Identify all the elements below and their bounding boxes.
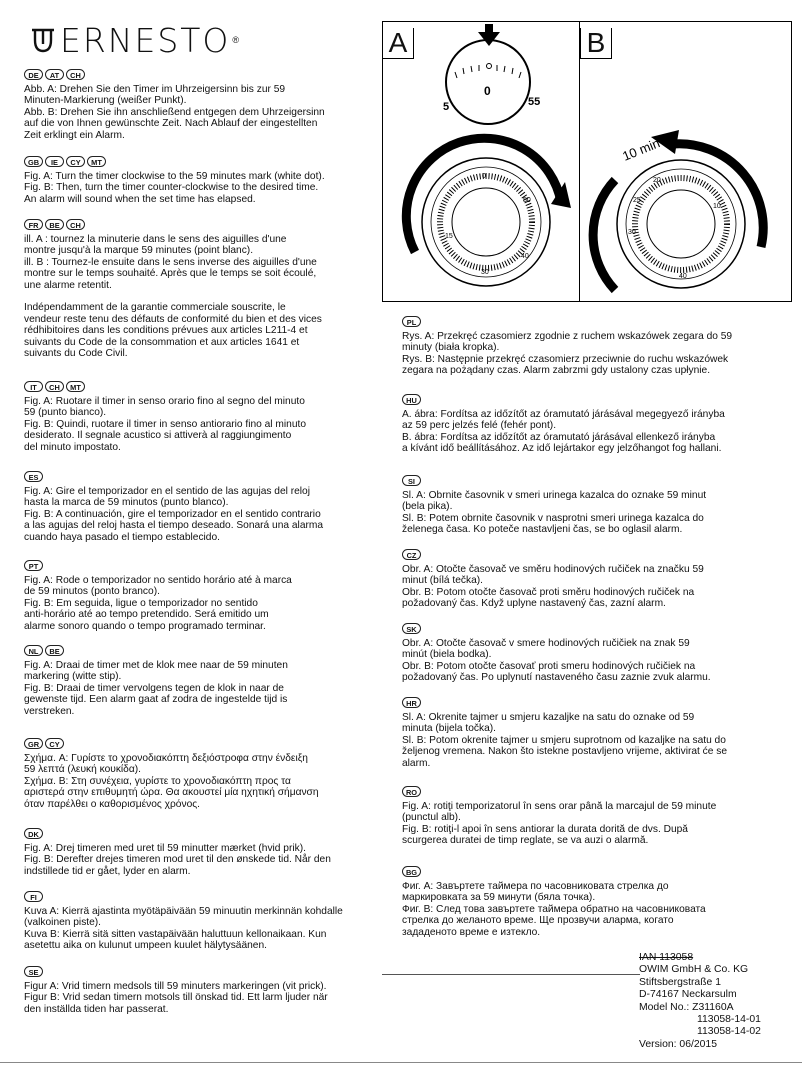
svg-text:25: 25 <box>633 197 641 204</box>
country-badge: MT <box>87 156 106 167</box>
country-badge: CY <box>45 738 64 749</box>
country-badge: GR <box>24 738 43 749</box>
section-it <box>24 381 374 453</box>
section-gb <box>24 156 374 205</box>
svg-text:55: 55 <box>528 96 541 108</box>
instruction-text: Fig. A: Ruotare il timer in senso orario fino al segno del minuto 59 (punto bianco). Fig. B: Quindi, ruotare il timer in senso antiorario fino al minuto desiderato. Il segnale acustico si attiverà al raggiungimento del minuto impostato. <box>24 396 306 453</box>
country-badge: FR <box>24 219 43 230</box>
section-sk <box>402 623 782 684</box>
section-dk <box>24 828 374 877</box>
street-address: Stiftsbergstraße 1 <box>639 976 722 988</box>
section-si <box>402 475 782 536</box>
section-cz <box>402 549 782 610</box>
country-badge: ES <box>24 471 43 482</box>
svg-text:50: 50 <box>523 197 531 204</box>
instruction-text: Fig. A: Gire el temporizador en el sentido de las agujas del reloj hasta la marca de 59 minutos (punto blanco). Fig. B: A continuación, gire el temporizador en el sentido contrario a las agujas del reloj hasta el tiempo deseado. Sonará una alarma cuando haya pasado el tiempo establecido. <box>24 486 324 543</box>
ernesto-logo-icon <box>30 26 56 54</box>
instruction-text: Rys. A: Przekręć czasomierz zgodnie z ruchem wskazówek zegara do 59 minuty (biała kropka). Rys. B: Następnie przekręć czasomierz przeciwnie do ruchu wskazówek zegara na pożądany czas. Alarm zabrzmi gdy ustalony czas upłynie. <box>402 331 733 377</box>
section-pt <box>24 560 374 632</box>
country-badge: SI <box>402 475 421 486</box>
company-name: OWIM GmbH & Co. KG <box>639 964 749 976</box>
imprint-block <box>639 952 761 1051</box>
figure-panel <box>382 21 792 302</box>
section-de <box>24 69 374 141</box>
country-badge: IT <box>24 381 43 392</box>
instruction-text: Abb. A: Drehen Sie den Timer im Uhrzeigersinn bis zur 59 Minuten-Markierung (weißer Punkt). Abb. B: Drehen Sie ihn anschließend entgegen dem Uhrzeigersinn auf die von Ihnen gewünschte Zeit. Nach Ablauf der eingestellten Zeit erklingt ein Alarm. <box>24 84 325 141</box>
svg-text:15: 15 <box>445 233 453 240</box>
svg-text:30: 30 <box>628 229 636 236</box>
country-badge: FI <box>24 891 43 902</box>
svg-text:30: 30 <box>481 269 489 276</box>
country-badge: GB <box>24 156 43 167</box>
country-badge: MT <box>66 381 85 392</box>
instruction-text: Obr. A: Otočte časovač ve směru hodinových ručiček na značku 59 minut (bílá tečka). Obr. B: Potom otočte časovač proti směru hodinových ručiček na požadovaný čas. Když uplyne nastavený čas, zazní alarm. <box>402 564 704 610</box>
country-badge: CY <box>66 156 85 167</box>
figure-a-label: A <box>383 28 414 59</box>
instruction-text: Sl. A: Obrnite časovnik v smeri urinega kazalca do oznake 59 minut (bela pika). Sl. B: Potem obrnite časovnik v nasprotni smeri urinega kazalca do želenega časa. Ko poteče nastavljeni čas, se bo oglasil alarm. <box>402 490 707 536</box>
svg-text:5: 5 <box>443 101 450 113</box>
section-hu <box>402 394 782 455</box>
page-bottom-rule <box>0 1062 802 1063</box>
section-se <box>24 966 374 1015</box>
brand-registered-mark: ® <box>232 35 240 45</box>
country-badge: DE <box>24 69 43 80</box>
model-number: Model No.: Z31160A <box>639 1001 734 1013</box>
country-badge: BE <box>45 219 64 230</box>
brand-logo <box>30 20 239 60</box>
instruction-text: Figur A: Vrid timern medsols till 59 minuters markeringen (vit prick). Figur B: Vrid sedan timern motsols till önskad tid. Ett larm ljuder när den inställda tiden har passerat. <box>24 981 328 1015</box>
figure-a-timer-dial <box>406 138 571 286</box>
zoom-dial-zero: 0 <box>484 84 491 98</box>
figure-b-label: B <box>580 28 612 59</box>
country-badge: CH <box>66 69 85 80</box>
country-badge: SK <box>402 623 421 634</box>
instruction-text: Fig. A: Draai de timer met de klok mee naar de 59 minuten markering (witte stip). Fig. B: Draai de timer vervolgens tegen de klok in naar de gewenste tijd. Een alarm gaat af zodra de ingestelde tijd is verstreken. <box>24 660 288 717</box>
country-badge: CH <box>45 381 64 392</box>
country-badge: PL <box>402 316 421 327</box>
instruction-text: Фиг. A: Завъртете таймера по часовниковата стрелка до маркировката за 59 минути (бяла точка). Фиг. B: След това завъртете таймера обратно на часовниковата стрелка до желаното време. Ще прозвучи аларма, когато зададеното време е изтекло. <box>402 881 706 938</box>
country-badge: AT <box>45 69 64 80</box>
instruction-text: Fig. A: rotiţi temporizatorul în sens orar până la marcajul de 59 minute (punctul alb). Fig. B: rotiţi-l apoi în sens antiorar la durata dorită de dvs. După scurgerea duratei de timp reglate, se va auzi o alarmă. <box>402 801 717 847</box>
section-pl <box>402 316 782 377</box>
country-badge: RO <box>402 786 421 797</box>
figure-a-zoom-dial <box>443 24 540 124</box>
country-badge: DK <box>24 828 43 839</box>
instruction-text: ill. A : tournez la minuterie dans le sens des aiguilles d'une montre jusqu'à la marque 59 minutes (point blanc). ill. B : Tournez-le ensuite dans le sens inverse des aiguilles d'une montre sur le temps souhaité. Après que le temps se soit écoulé, une alarme retentit. Indépendamment de la garantie commerciale souscrite, le vendeur reste tenu des défauts de conformité du bien et des vices rédhibitoires dans les conditions prévues aux articles L211-4 et suivants du Code de la consommation et aux articles 1641 et suivants du Code Civil. <box>24 234 322 360</box>
instruction-text: Fig. A: Drej timeren med uret til 59 minutter mærket (hvid prik). Fig. B: Derefter drejes timeren mod uret til den ønskede tid. Når den indstillede tid er gået, lyder en alarm. <box>24 843 331 877</box>
section-bg <box>402 866 782 938</box>
country-badge: PT <box>24 560 43 571</box>
section-es <box>24 471 374 543</box>
city-address: D-74167 Neckarsulm <box>639 989 737 1001</box>
article-number-1: 113058-14-01 <box>697 1014 761 1026</box>
section-fi <box>24 891 374 952</box>
country-badge: CH <box>66 219 85 230</box>
section-nl <box>24 645 374 717</box>
country-badge: IE <box>45 156 64 167</box>
country-badge: BE <box>45 645 64 656</box>
instruction-text: Σχήμα. A: Γυρίστε το χρονοδιακόπτη δεξιόστροφα στην ένδειξη 59 λεπτά (λευκή κουκίδα). Σχήμα. B: Στη συνέχεια, γυρίστε το χρονοδιακόπτη προς τα αριστερά στην επιθυμητή ώρα. Θα ακουστεί μία ηχητική σήμανση όταν παρέλθει ο καθορισμένος χρόνος. <box>24 753 319 810</box>
svg-text:0: 0 <box>482 173 486 180</box>
svg-text:40: 40 <box>679 273 687 280</box>
country-badge: HU <box>402 394 421 405</box>
section-fr <box>24 219 374 359</box>
country-badge: NL <box>24 645 43 656</box>
version-label: Version: 06/2015 <box>639 1038 717 1050</box>
country-badge: BG <box>402 866 421 877</box>
instruction-text: Sl. A: Okrenite tajmer u smjeru kazaljke na satu do oznake od 59 minuta (bijela točka). Sl. B: Potom okrenite tajmer u smjeru suprotnom od kazaljke na satu do željenog vremena. Nakon što istekne postavljeno vrijeme, aktivirat će se alarm. <box>402 712 728 769</box>
figure-b-timer-dial <box>593 130 763 290</box>
instruction-text: A. ábra: Fordítsa az időzítőt az óramutató járásával megegyező irányba az 59 perc jelzés felé (fehér pont). B. ábra: Fordítsa az időzítőt az óramutató járásával ellenkező irányba a kívánt idő beállításához. Az idő lejártakor egy jelzőhangot fog hallani. <box>402 409 725 455</box>
instruction-text: Fig. A: Turn the timer clockwise to the 59 minutes mark (white dot). Fig. B: Then, turn the timer counter-clockwise to the desired time. An alarm will sound when the set time has elapsed. <box>24 171 325 205</box>
instruction-text: Obr. A: Otočte časovač v smere hodinových ručičiek na znak 59 minút (biela bodka). Obr. B: Potom otočte časovať proti smeru hodinových ručičiek na požadovaný čas. Po uplynutí nastaveného času zaznie zvuk alarmu. <box>402 638 711 684</box>
figure-drawings <box>383 22 793 303</box>
country-badge: SE <box>24 966 43 977</box>
instruction-text: Kuva A: Kierrä ajastinta myötäpäivään 59 minuutin merkinnän kohdalle (valkoinen piste). Kuva B: Kierrä sitä sitten vastapäivään haluttuun kellonaikaan. Kun asetettu aika on kulunut umpeen kuulet hälytysäänen. <box>24 906 343 952</box>
section-gr <box>24 738 374 810</box>
country-badge: CZ <box>402 549 421 560</box>
figure-b-caption: 10 min <box>620 135 663 164</box>
brand-name: ERNESTO <box>60 20 231 60</box>
svg-text:40: 40 <box>521 253 529 260</box>
article-number-2: 113058-14-02 <box>697 1026 761 1038</box>
svg-text:10: 10 <box>713 203 721 210</box>
instruction-text: Fig. A: Rode o temporizador no sentido horário até à marca de 59 minutos (ponto branco). Fig. B: Em seguida, ligue o temporizador no sentido anti-horário até ao tempo pretendido. Será emitido um alarme sonoro quando o tempo programado terminar. <box>24 575 292 632</box>
section-ro <box>402 786 782 847</box>
ian-number: IAN 113058 <box>639 952 694 963</box>
imprint-divider <box>382 974 640 975</box>
section-hr <box>402 697 782 769</box>
country-badge: HR <box>402 697 421 708</box>
svg-text:20: 20 <box>653 177 661 184</box>
